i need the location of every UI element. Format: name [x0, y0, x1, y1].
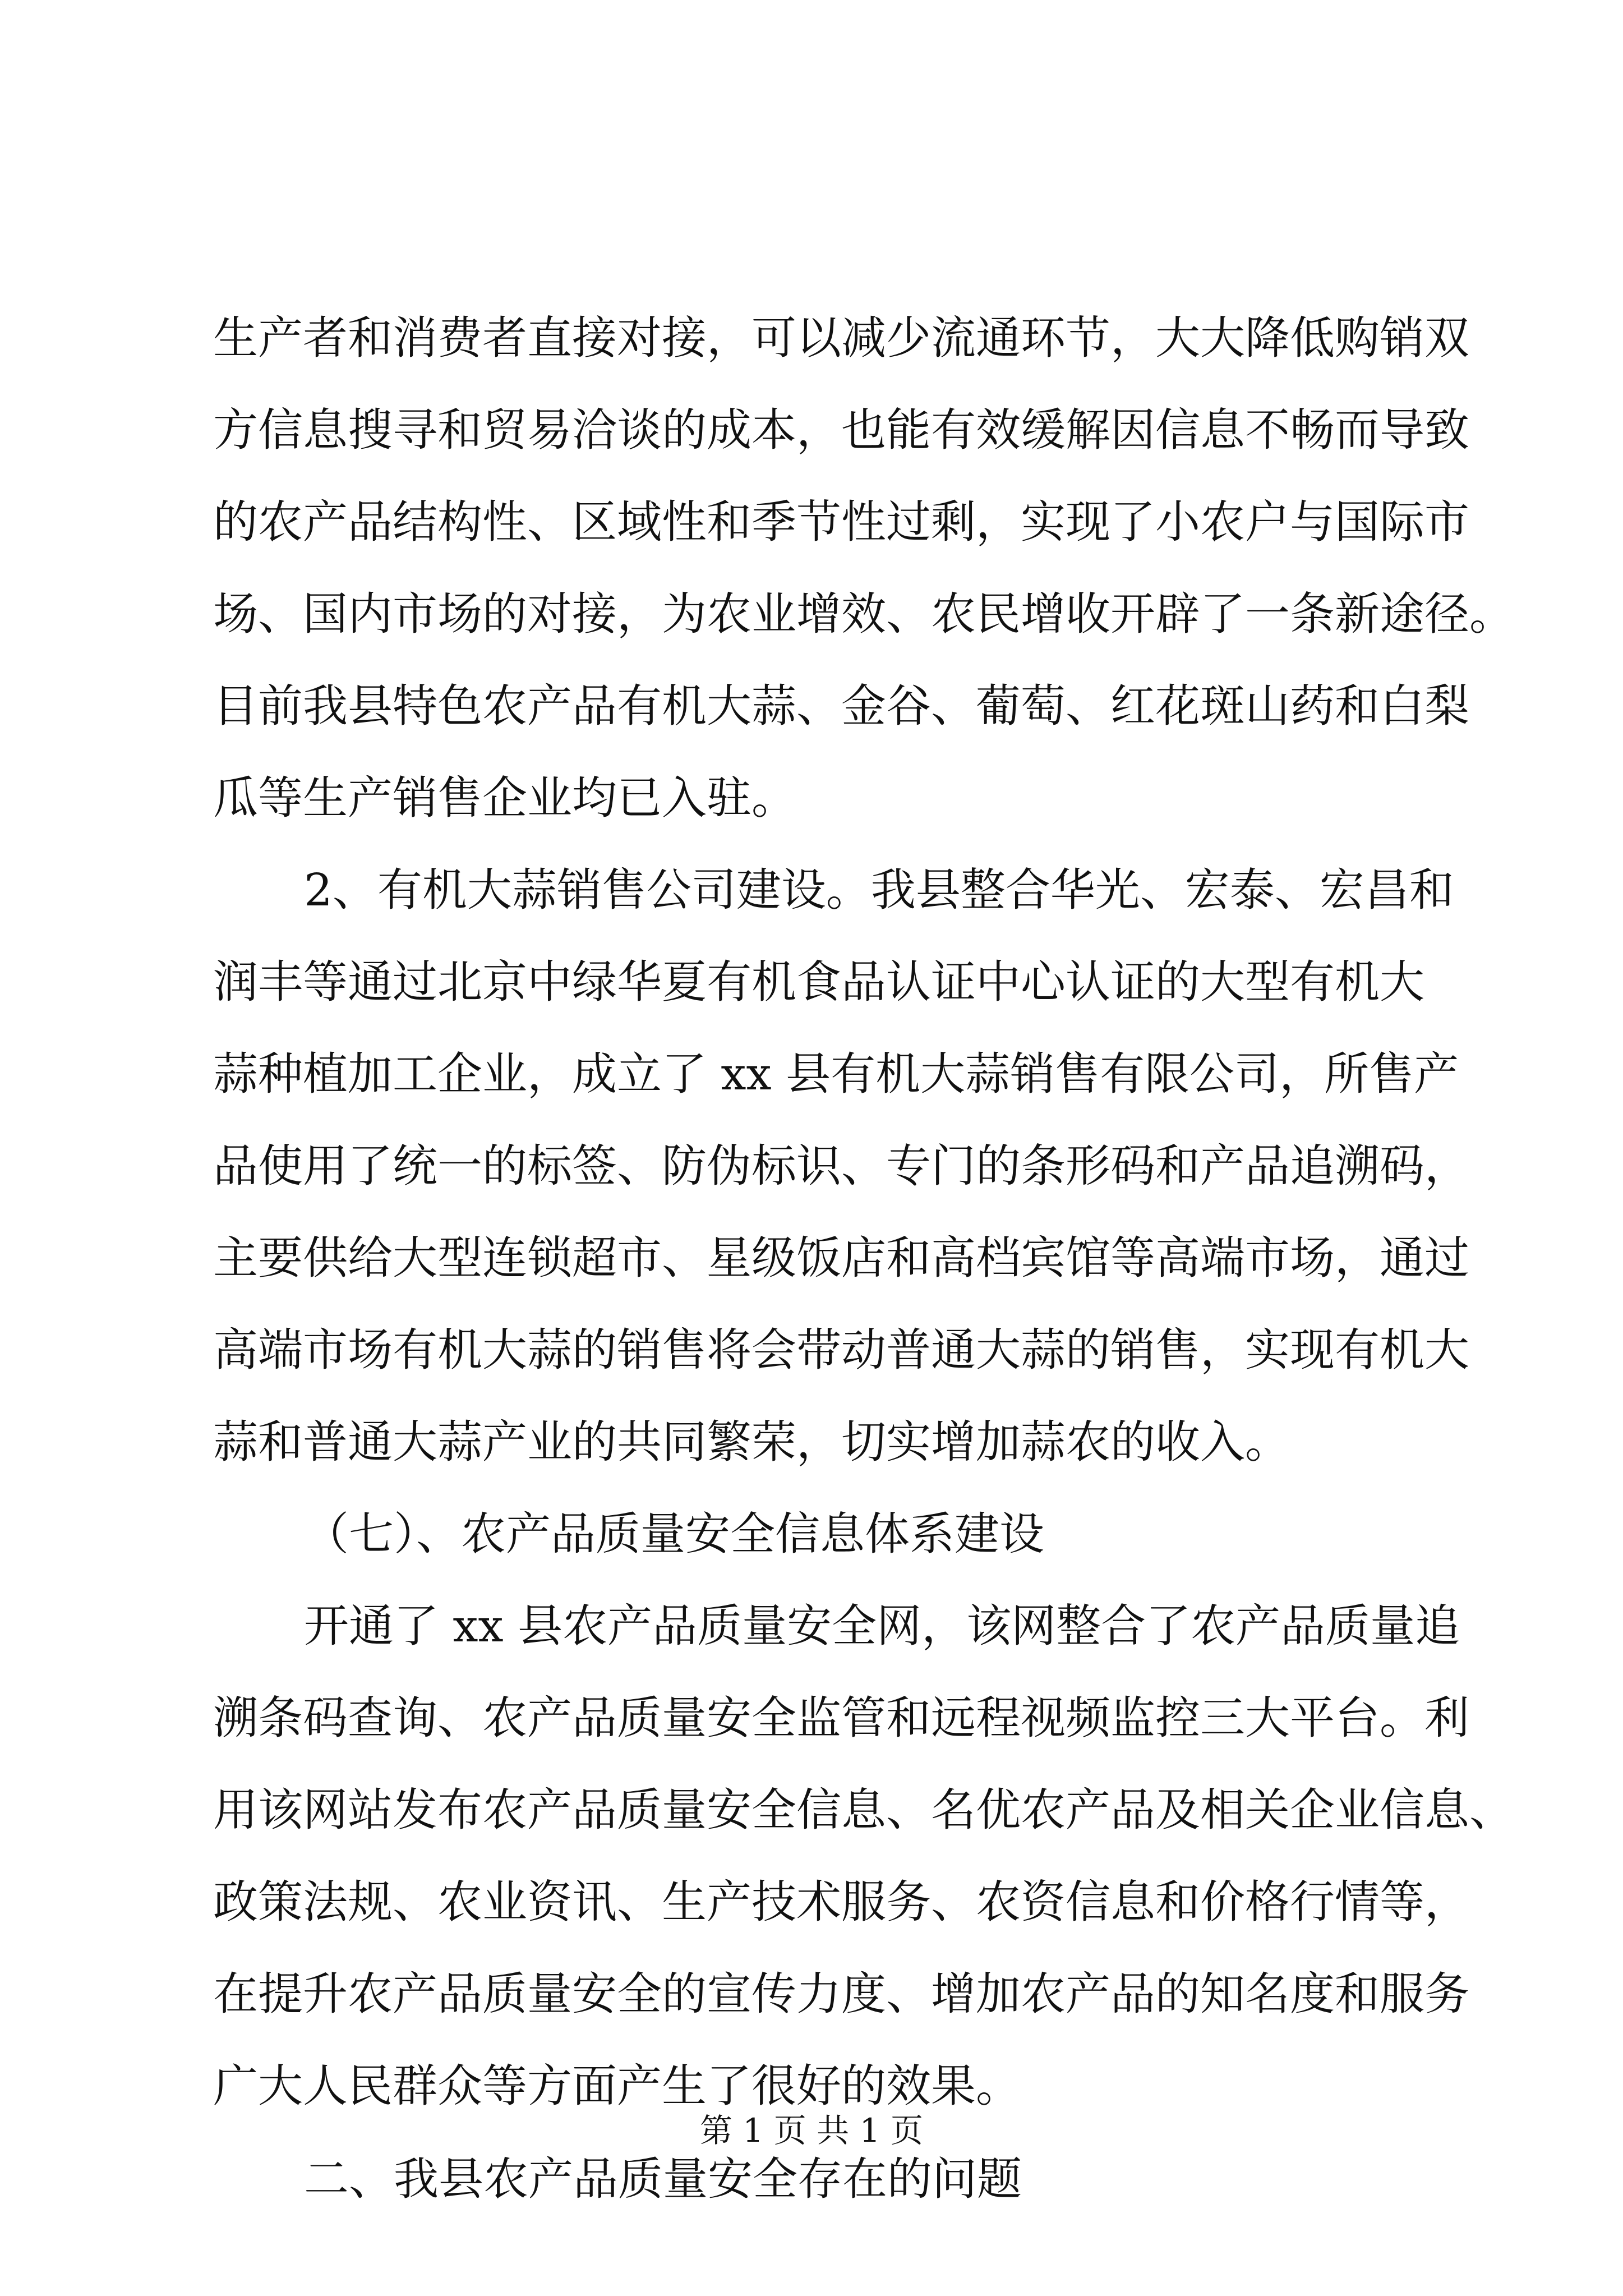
section-heading: 二、我县农产品质量安全存在的问题 [304, 2153, 1022, 2205]
text-line: 2、有机大蒜销售公司建设。我县整合华光、宏泰、宏昌和 [304, 864, 1454, 916]
text-line: 用该网站发布农产品质量安全信息、名优农产品及相关企业信息、 [213, 1784, 1514, 1836]
text-line: 主要供给大型连锁超市、星级饭店和高档宾馆等高端市场，通过 [213, 1232, 1469, 1284]
text-line: 溯条码查询、农产品质量安全监管和远程视频监控三大平台。利 [213, 1692, 1469, 1744]
text-line: 的农产品结构性、区域性和季节性过剩，实现了小农户与国际市 [213, 496, 1469, 548]
text-line: 瓜等生产销售企业均已入驻。 [213, 772, 796, 824]
text-line: 开通了 xx 县农产品质量安全网，该网整合了农产品质量追 [304, 1600, 1460, 1652]
page-footer: 第 1 页 共 1 页 [700, 2111, 923, 2150]
section-heading: （七）、农产品质量安全信息体系建设 [304, 1508, 1044, 1560]
text-line: 蒜和普通大蒜产业的共同繁荣，切实增加蒜农的收入。 [213, 1416, 1290, 1468]
text-line: 方信息搜寻和贸易洽谈的成本，也能有效缓解因信息不畅而导致 [213, 404, 1469, 456]
text-line: 目前我县特色农产品有机大蒜、金谷、葡萄、红花斑山药和白梨 [213, 680, 1469, 732]
text-line: 品使用了统一的标签、防伪标识、专门的条形码和产品追溯码， [213, 1140, 1469, 1192]
text-line: 高端市场有机大蒜的销售将会带动普通大蒜的销售，实现有机大 [213, 1324, 1469, 1376]
text-line: 蒜种植加工企业，成立了 xx 县有机大蒜销售有限公司，所售产 [213, 1048, 1459, 1100]
text-line: 政策法规、农业资讯、生产技术服务、农资信息和价格行情等， [213, 1876, 1469, 1928]
text-line: 场、国内市场的对接，为农业增效、农民增收开辟了一条新途径。 [213, 588, 1514, 640]
text-line: 在提升农产品质量安全的宣传力度、增加农产品的知名度和服务 [213, 1968, 1469, 2020]
text-line: 润丰等通过北京中绿华夏有机食品认证中心认证的大型有机大 [213, 956, 1424, 1008]
text-line: 广大人民群众等方面产生了很好的效果。 [213, 2060, 1021, 2112]
text-line: 生产者和消费者直接对接，可以减少流通环节，大大降低购销双 [213, 312, 1469, 364]
